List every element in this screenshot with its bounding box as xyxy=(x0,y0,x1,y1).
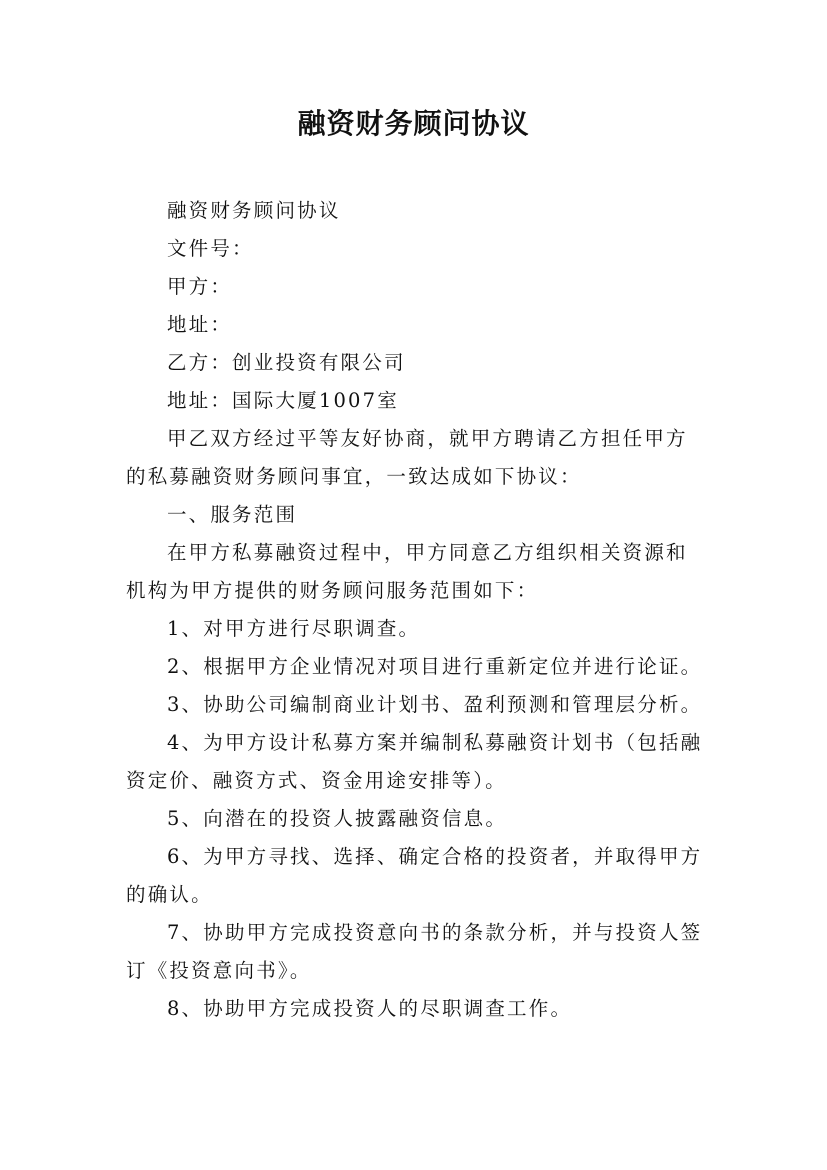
list-item: 8、协助甲方完成投资人的尽职调查工作。 xyxy=(166,997,573,1020)
list-item: 6、为甲方寻找、选择、确定合格的投资者，并取得甲方的确认。 xyxy=(126,845,703,906)
paragraph-preamble: 甲乙双方经过平等友好协商，就甲方聘请乙方担任甲方的私募融资财务顾问事宜，一致达成如下协议： xyxy=(126,427,688,488)
list-item: 7、协助甲方完成投资意向书的条款分析，并与投资人签订《投资意向书》。 xyxy=(126,921,703,982)
paragraph-scope-intro: 在甲方私募融资过程中，甲方同意乙方组织相关资源和机构为甲方提供的财务顾问服务范围如下： xyxy=(126,541,688,602)
paragraph-party-b-address: 地址：国际大厦1007室 xyxy=(166,389,399,412)
list-item: 3、协助公司编制商业计划书、盈利预测和管理层分析。 xyxy=(166,693,703,716)
document-body xyxy=(126,192,706,1028)
paragraph-party-a: 甲方： xyxy=(166,275,233,298)
paragraph-party-b: 乙方：创业投资有限公司 xyxy=(166,351,406,374)
list-item: 1、对甲方进行尽职调查。 xyxy=(166,617,421,640)
list-item: 5、向潜在的投资人披露融资信息。 xyxy=(166,807,508,830)
list-item: 4、为甲方设计私募方案并编制私募融资计划书（包括融资定价、融资方式、资金用途安排等）。 xyxy=(126,731,703,792)
list-item: 2、根据甲方企业情况对项目进行重新定位并进行论证。 xyxy=(166,655,703,678)
paragraph-party-a-address: 地址： xyxy=(166,313,233,336)
paragraph-file-number: 文件号： xyxy=(166,237,254,260)
document-title: 融资财务顾问协议 xyxy=(297,107,530,140)
paragraph-heading: 融资财务顾问协议 xyxy=(166,199,341,222)
section-heading-scope: 一、服务范围 xyxy=(166,503,298,526)
